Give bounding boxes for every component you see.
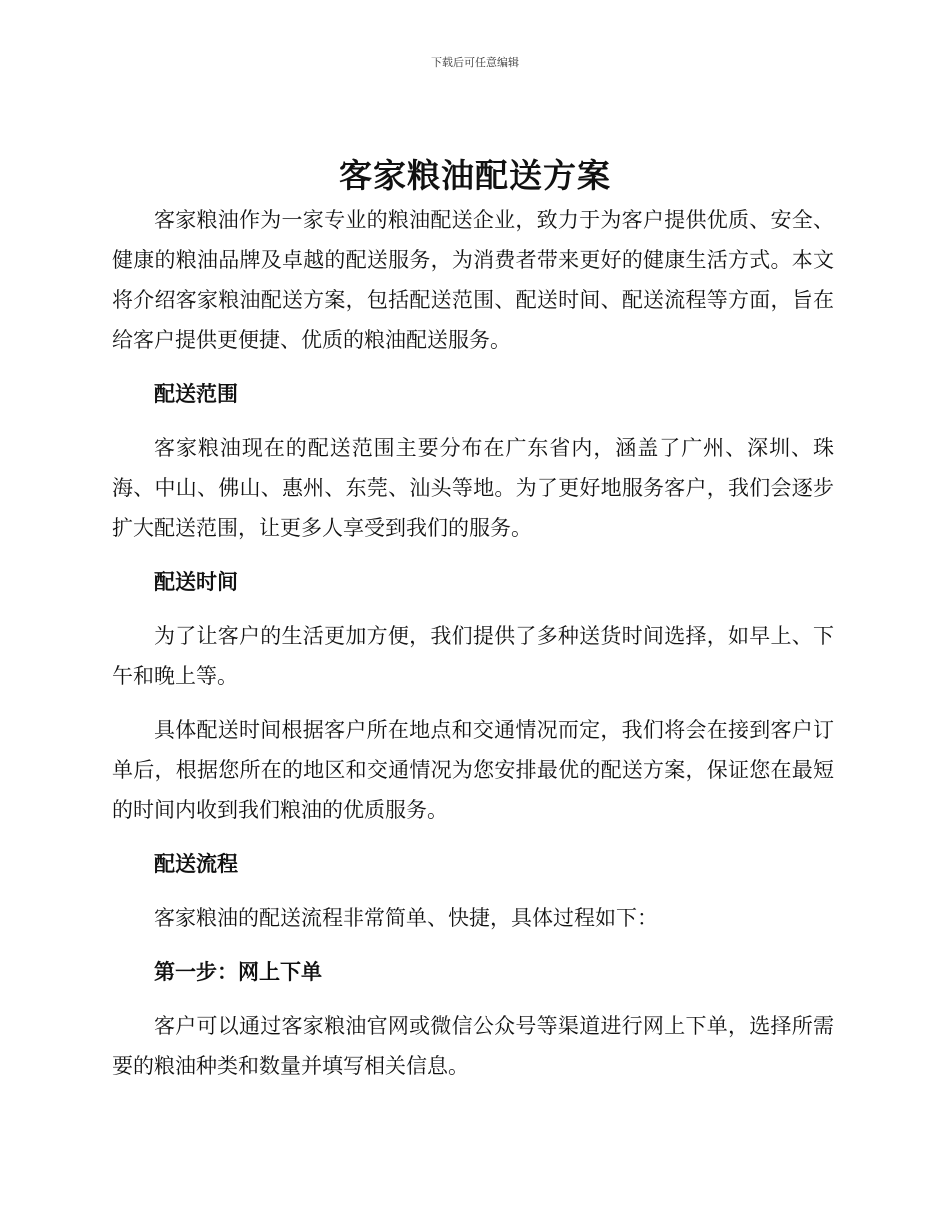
intro-paragraph: 客家粮油作为一家专业的粮油配送企业，致力于为客户提供优质、安全、健康的粮油品牌及卓越的配送服务，为消费者带来更好的健康生活方式。本文将介绍客家粮油配送方案，包括配送范围、配送时间、配送流程等方面，旨在给客户提供更便捷、优质的粮油配送服务。	[112, 208, 834, 352]
page-header-note: 下载后可任意编辑	[431, 56, 519, 69]
paragraph-time-options: 为了让客户的生活更加方便，我们提供了多种送货时间选择，如早上、下午和晚上等。	[112, 624, 834, 688]
section-heading-process: 配送流程	[154, 852, 238, 876]
paragraph-process: 客家粮油的配送流程非常简单、快捷，具体过程如下：	[154, 906, 658, 930]
document-body	[112, 200, 834, 1086]
paragraph-time-details: 具体配送时间根据客户所在地点和交通情况而定，我们将会在接到客户订单后，根据您所在的地区和交通情况为您安排最优的配送方案，保证您在最短的时间内收到我们粮油的优质服务。	[112, 718, 834, 822]
section-heading-time: 配送时间	[154, 570, 238, 594]
paragraph-step-one: 客户可以通过客家粮油官网或微信公众号等渠道进行网上下单，选择所需要的粮油种类和数量并填写相关信息。	[112, 1014, 834, 1078]
section-heading-scope: 配送范围	[154, 382, 238, 406]
paragraph-scope: 客家粮油现在的配送范围主要分布在广东省内，涵盖了广州、深圳、珠海、中山、佛山、惠州、东莞、汕头等地。为了更好地服务客户，我们会逐步扩大配送范围，让更多人享受到我们的服务。	[112, 436, 834, 540]
document-title: 客家粮油配送方案	[339, 156, 611, 195]
section-heading-step-one: 第一步：网上下单	[154, 960, 322, 984]
